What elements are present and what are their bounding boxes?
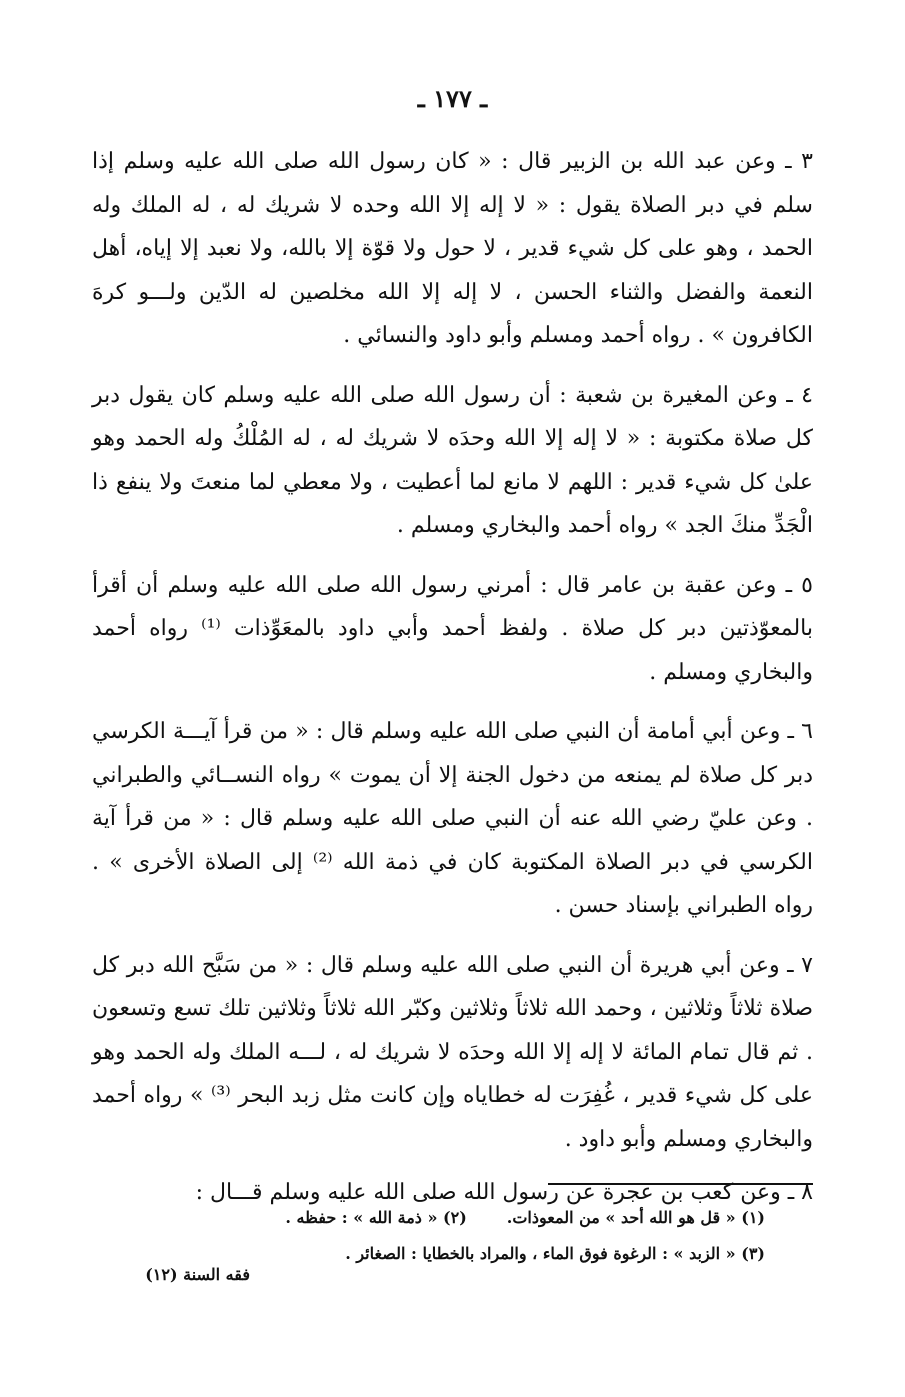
paragraph-hadith-8: ٨ ـ وعن كعب بن عجرة عن رسول الله صلى الله عليه وسلم قـــال : [195,1180,813,1205]
main-text [92,140,813,1231]
footnote-2: (٢) « ذمة الله » : حفظه . [285,1208,467,1227]
paragraph-hadith-7: ٧ ـ وعن أبي هريرة أن النبي صلى الله عليه وسلم قال : « من سَبَّح الله دبر كل صلاة ثلاثاً وثلاثين ، وحمد الله ثلاثاً وثلاثين وكبّر الله ثلاثاً وثلاثين تلك تسع وتسعون . ثم قال تمام المائة لا إله إلا الله وحدَه لا شريك له ، لـــه الملك وله الحمد وهو على كل شيء قدير ، غُفِرَت له خطاياه وإن كانت مثل زبد البحر ⁽³⁾ » رواه أحمد والبخاري ومسلم وأبو داود . [92,952,814,1152]
paragraph-hadith-3: ٣ ـ وعن عبد الله بن الزبير قال : « كان رسول الله صلى الله عليه وسلم إذا سلم في دبر الصلاة يقول : « لا إله إلا الله وحده لا شريك له ، له الملك وله الحمد ، وهو على كل شيء قدير ، لا حول ولا قوّة إلا بالله، ولا نعبد إلا إياه، أهل النعمة والفضل والثناء الحسن ، لا إله إلا الله مخلصين له الدّين ولـــو كرهَ الكافرون » . رواه أحمد ومسلم وأبو داود والنسائي . [92,149,813,348]
signature-mark: فقه السنة (١٢) [145,1265,250,1284]
footnote-divider [548,1183,813,1185]
footnote-row-1 [92,1200,765,1236]
footnotes [92,1200,765,1272]
footnote-3: (٣) « الزبد » : الرغوة فوق الماء ، والمراد بالخطايا : الصغائر . [345,1244,765,1263]
paragraph-hadith-4: ٤ ـ وعن المغيرة بن شعبة : أن رسول الله صلى الله عليه وسلم كان يقول دبر كل صلاة مكتوبة : « لا إله إلا الله وحدَه لا شريك له ، له المُلْكُ وله الحمد وهو علىٰ كل شيء قدير : اللهم لا مانع لما أعطيت ، ولا معطي لما منعتَ ولا ينفع ذا الْجَدِّ منكَ الجد » رواه أحمد والبخاري ومسلم . [92,382,813,538]
paragraph-hadith-6: ٦ ـ وعن أبي أمامة أن النبي صلى الله عليه وسلم قال : « من قرأ آيـــة الكرسي دبر كل صلاة لم يمنعه من دخول الجنة إلا أن يموت » رواه النســائي والطبراني . وعن عليّ رضي الله عنه أن النبي صلى الله عليه وسلم قال : « من قرأ آية الكرسي في دبر الصلاة المكتوبة كان في ذمة الله ⁽²⁾ إلى الصلاة الأخرى » . رواه الطبراني بإسناد حسن . [92,719,813,918]
paragraph-hadith-5: ٥ ـ وعن عقبة بن عامر قال : أمرني رسول الله صلى الله عليه وسلم أن أقرأ بالمعوّذتين دبر كل صلاة . ولفظ أحمد وأبي داود بالمعَوِّذات ⁽¹⁾ رواه أحمد والبخاري ومسلم . [92,572,813,685]
footnote-1: (١) « قل هو الله أحد » من المعوذات. [506,1208,765,1227]
page-number: ـ ١٧٧ ـ [417,84,488,113]
